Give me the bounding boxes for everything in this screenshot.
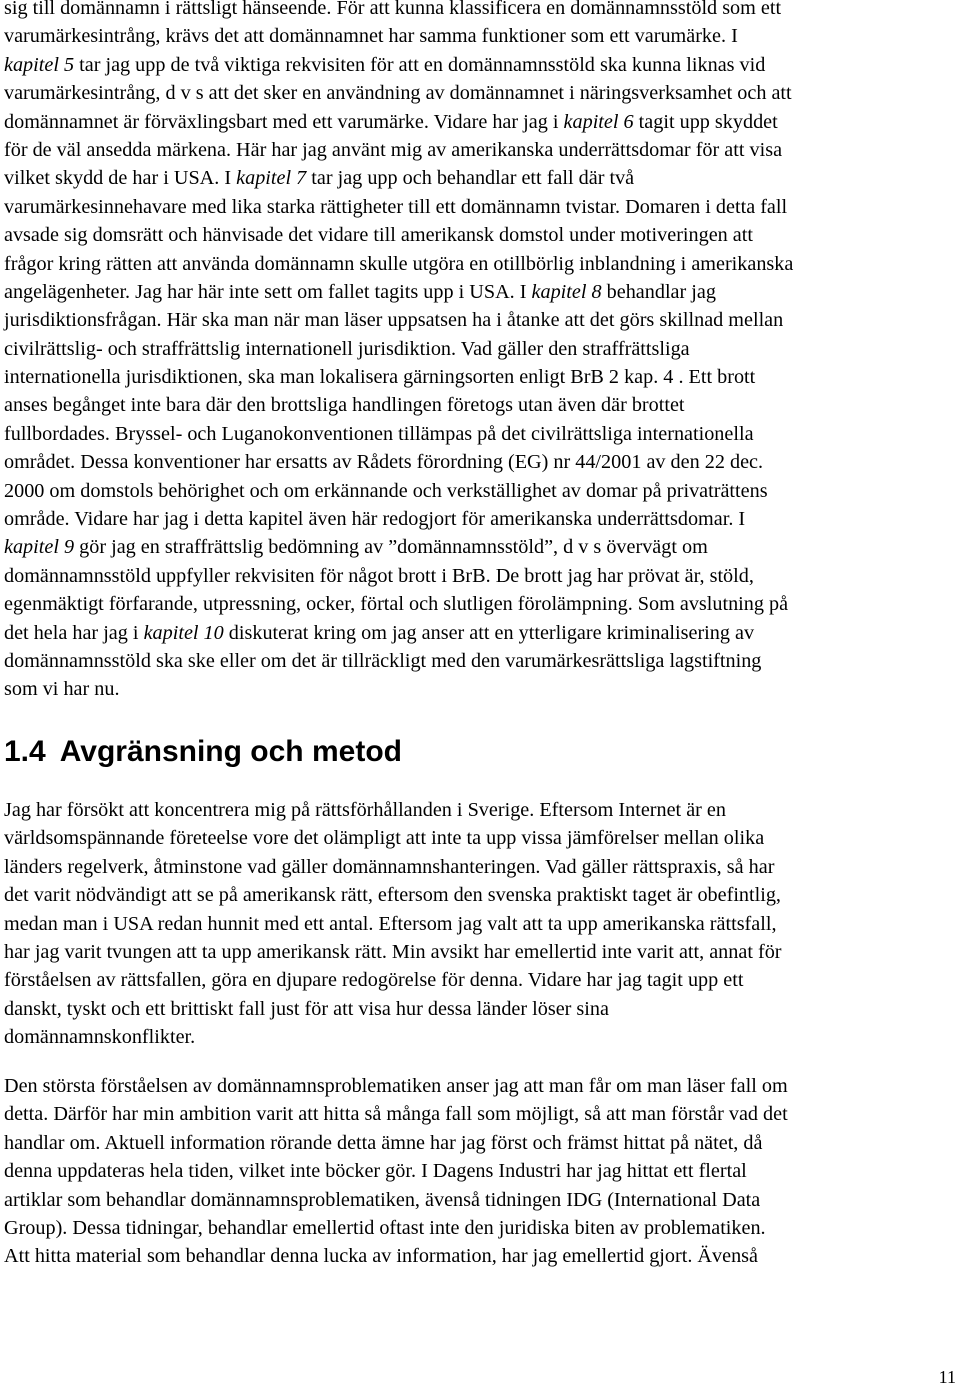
text-line (4, 647, 793, 675)
text-run: område. Vidare har jag i detta kapitel även här redogjort för amerikanska underrättsdomar. I (4, 508, 746, 531)
text-line (4, 1129, 788, 1157)
text-line (4, 938, 782, 966)
text-run: som vi har nu. (4, 678, 120, 701)
text-line (4, 1214, 788, 1242)
text-run: danskt, tyskt och ett brittiskt fall just för att visa hur dessa länder löser sina (4, 997, 609, 1020)
text-line (4, 22, 793, 50)
italic-run: kapitel 10 (143, 621, 224, 644)
text-line (4, 136, 793, 164)
text-line (4, 306, 793, 334)
text-run: tagit upp skyddet (633, 110, 778, 133)
text-run: medan man i USA redan hunnit med ett antal. Eftersom jag valt att ta upp amerikanska rättsfall, (4, 912, 777, 935)
text-run: det hela har jag i (4, 621, 144, 644)
text-line (4, 675, 793, 703)
text-run: förståelsen av rättsfallen, göra en djupare redogörelse för denna. Vidare har jag tagit upp ett (4, 969, 744, 992)
section-title: Avgränsning och metod (59, 735, 402, 768)
text-run: angelägenheter. Jag har här inte sett om fallet tagits upp i USA. I (4, 280, 532, 303)
text-run: detta. Därför har min ambition varit att hitta så många fall som möjligt, så att man förstår vad det (4, 1103, 788, 1126)
text-line (4, 966, 782, 994)
text-run: det varit nödvändigt att se på amerikansk rätt, eftersom den svenska praktiskt taget är obefintlig, (4, 884, 781, 907)
text-run: världsomspännande företeelse vore det olämpligt att inte ta upp vissa jämförelser mellan olika (4, 827, 765, 850)
text-line (4, 108, 793, 136)
paragraph-method-scope (4, 796, 782, 1052)
section-number: 1.4 (4, 735, 46, 768)
text-run: denna uppdateras hela tiden, vilket inte böcker gör. I Dagens Industri har jag hittat ett flertal (4, 1160, 747, 1183)
italic-run: kapitel 6 (563, 110, 634, 133)
text-run: domännamnsstöld uppfyller rekvisiten för något brott i BrB. De brott jag har prövat är, stöld, (4, 564, 754, 587)
text-line (4, 448, 793, 476)
text-line (4, 995, 782, 1023)
page-number: 11 (938, 1367, 956, 1387)
italic-run: kapitel 9 (4, 536, 75, 559)
italic-run: kapitel 8 (531, 280, 602, 303)
text-line (4, 1242, 788, 1270)
text-run: tar jag upp de två viktiga rekvisiten för att en domännamnsstöld ska kunna liknas vid (74, 53, 766, 76)
text-line (4, 250, 793, 278)
paragraph-chapter-overview (4, 0, 793, 704)
paragraph-method-sources (4, 1072, 788, 1271)
text-line (4, 79, 793, 107)
text-line (4, 278, 793, 306)
text-line (4, 824, 782, 852)
text-line (4, 590, 793, 618)
text-run: Den största förståelsen av domännamnsproblematiken anser jag att man får om man läser fall om (4, 1075, 788, 1097)
text-run: Group). Dessa tidningar, behandlar emellertid oftast inte den juridiska biten av problematiken. (4, 1216, 766, 1239)
text-run: varumärkesintrång, krävs det att domännamnet har samma funktioner som ett varumärke. I (4, 25, 738, 48)
italic-run: kapitel 5 (4, 53, 75, 76)
text-run: artiklar som behandlar domännamnsproblematiken, ävenså tidningen IDG (International Data (4, 1188, 761, 1211)
text-run: varumärkesintrång, d v s att det sker en användning av domännamnet i näringsverksamhet och att (4, 82, 792, 105)
text-line (4, 533, 793, 561)
text-run: Att hitta material som behandlar denna lucka av information, har jag emellertid gjort. Ävenså (4, 1245, 758, 1268)
text-run: vilket skydd de har i USA. I (4, 167, 237, 190)
text-line (4, 796, 782, 824)
text-run: civilrättslig- och straffrättslig internationell jurisdiktion. Vad gäller den straffrättsliga (4, 337, 690, 360)
text-run: domännamnsstöld ska ske eller om det är tillräckligt med den varumärkesrättsliga lagstiftning (4, 649, 762, 672)
text-run: sig till domännamn i rättsligt hänseende. För att kunna klassificera en domännamnsstöld som ett (4, 0, 782, 19)
text-line (4, 164, 793, 192)
text-run: varumärkesinnehavare med lika starka rättigheter till ett domännamn tvistar. Domaren i detta fall (4, 195, 788, 218)
text-run: för de väl ansedda märkena. Här har jag använt mig av amerikanska underrättsdomar för att visa (4, 138, 783, 161)
text-run: avsade sig domsrätt och hänvisade det vidare till amerikansk domstol under motiveringen att (4, 224, 753, 247)
text-run: anses begånget inte bara där den brottsliga handlingen företogs utan även där brottet (4, 394, 685, 417)
text-line (4, 1186, 788, 1214)
text-line (4, 193, 793, 221)
text-run: tar jag upp och behandlar ett fall där två (306, 167, 635, 190)
text-line (4, 0, 793, 22)
text-run: 2000 om domstols behörighet och om erkännande och verkställighet av domar på privaträttens (4, 479, 768, 502)
text-run: domännamnet är förväxlingsbart med ett varumärke. Vidare har jag i (4, 110, 564, 133)
text-line (4, 335, 793, 363)
text-run: internationella jurisdiktionen, ska man lokalisera gärningsorten enligt BrB 2 kap. 4 . Ett brott (4, 366, 756, 389)
text-line (4, 619, 793, 647)
text-line (4, 477, 793, 505)
text-line (4, 1100, 788, 1128)
text-run: området. Dessa konventioner har ersatts av Rådets förordning (EG) nr 44/2001 av den 22 dec. (4, 451, 764, 474)
text-run: har jag varit tvungen att ta upp amerikansk rätt. Min avsikt har emellertid inte varit att, annat för (4, 940, 782, 963)
text-run: domännamnskonflikter. (4, 1026, 196, 1049)
text-line (4, 505, 793, 533)
text-line (4, 51, 793, 79)
text-line (4, 391, 793, 419)
section-heading (4, 734, 402, 770)
text-run: frågor kring rätten att använda domännamn skulle utgöra en otillbörlig inblandning i amerikanska (4, 252, 794, 275)
text-line (4, 1072, 788, 1100)
text-line (4, 1157, 788, 1185)
text-line (4, 1023, 782, 1051)
text-line (4, 910, 782, 938)
text-line (4, 853, 782, 881)
text-run: egenmäktigt förfarande, utpressning, ocker, förtal och slutligen förolämpning. Som avslutning på (4, 593, 789, 616)
text-run: behandlar jag (601, 280, 716, 303)
text-line (4, 221, 793, 249)
italic-run: kapitel 7 (236, 167, 307, 190)
text-run: jurisdiktionsfrågan. Här ska man när man läser uppsatsen ha i åtanke att det görs skillnad mellan (4, 309, 784, 332)
text-run: fullbordades. Bryssel- och Luganokonventionen tillämpas på det civilrättsliga internationella (4, 422, 754, 445)
text-line (4, 363, 793, 391)
text-run: Jag har försökt att koncentrera mig på rättsförhållanden i Sverige. Eftersom Internet är en (4, 799, 726, 821)
text-line (4, 420, 793, 448)
text-line (4, 881, 782, 909)
text-run: handlar om. Aktuell information rörande detta ämne har jag först och främst hittat på nätet, då (4, 1131, 763, 1154)
text-line (4, 562, 793, 590)
text-run: gör jag en straffrättslig bedömning av ”domännamnsstöld”, d v s övervägt om (74, 536, 708, 559)
text-run: diskuterat kring om jag anser att en ytterligare kriminalisering av (223, 621, 755, 644)
text-run: länders regelverk, åtminstone vad gäller domännamnshanteringen. Vad gäller rättspraxis, så har (4, 855, 775, 878)
